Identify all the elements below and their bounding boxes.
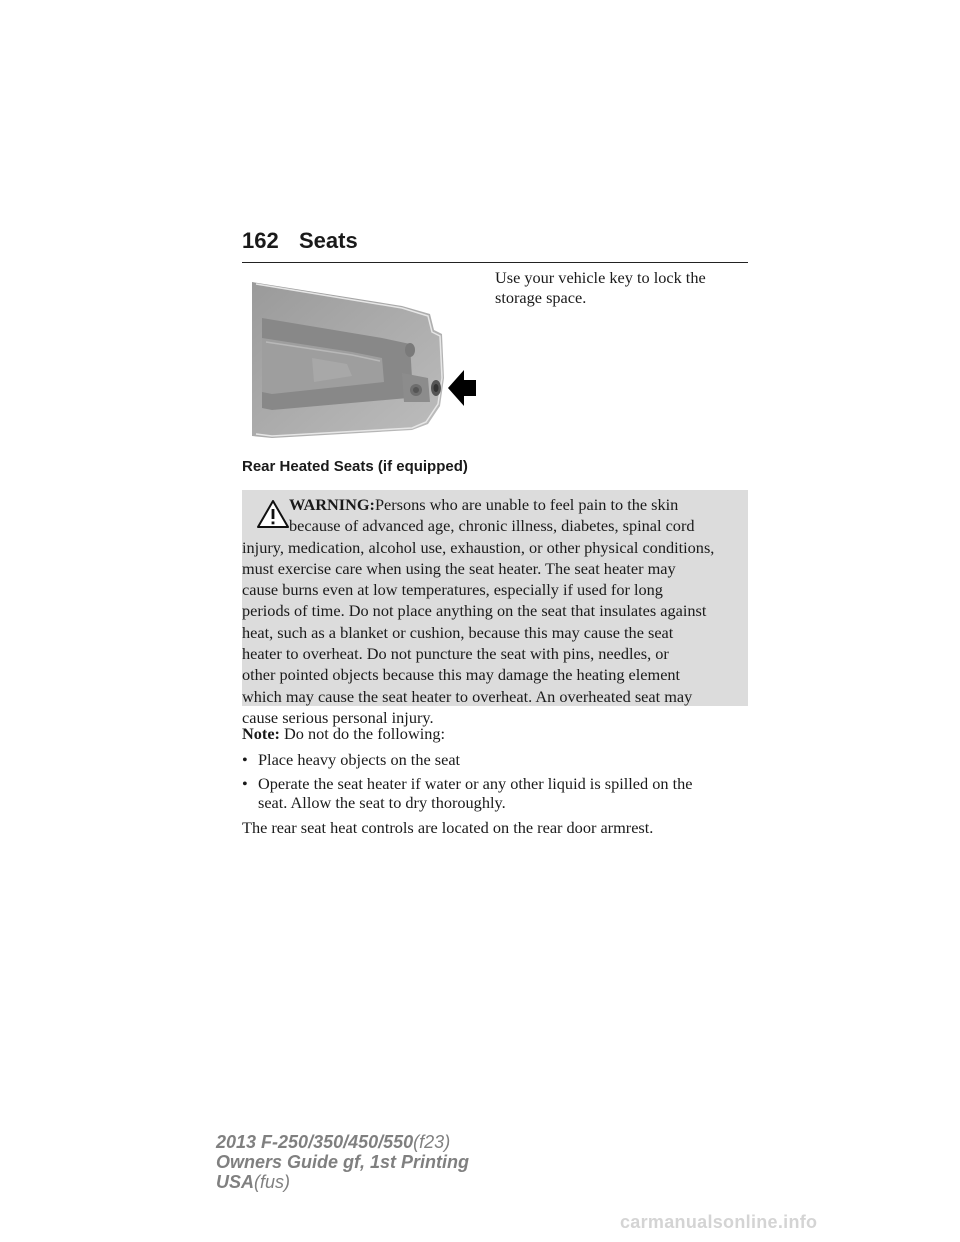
storage-instruction-line: Use your vehicle key to lock the: [495, 268, 706, 287]
watermark: carmanualsonline.info: [620, 1212, 818, 1232]
page-header: [242, 226, 748, 263]
warning-box: [242, 490, 748, 727]
arrow-pointer-icon: [448, 368, 478, 408]
warning-line: because of advanced age, chronic illness, diabetes, spinal cord: [289, 516, 695, 536]
list-item-text-block: [258, 774, 692, 812]
warning-line: cause serious personal injury.: [242, 707, 434, 727]
footer-region: USA: [216, 1172, 255, 1192]
warning-line: periods of time. Do not place anything on the seat that insulates against: [242, 601, 707, 621]
storage-compartment-illustration: [252, 278, 482, 438]
warning-line: cause burns even at low temperatures, especially if used for long: [242, 580, 663, 600]
note-label: Note:: [242, 724, 280, 743]
closing-paragraph: The rear seat heat controls are located on the rear door armrest.: [242, 818, 654, 837]
section-title: Seats: [299, 228, 358, 253]
page-number: 162: [242, 228, 279, 253]
warning-line: other pointed objects because this may damage the heating element: [242, 665, 681, 685]
storage-instruction: [495, 268, 755, 308]
note: [242, 724, 445, 744]
note-text: Do not do the following:: [284, 724, 446, 743]
warning-label: WARNING:: [289, 495, 375, 514]
warning-line: heat, such as a blanket or cushion, because this may cause the seat: [242, 622, 674, 642]
warning-line: must exercise care when using the seat heater. The seat heater may: [242, 558, 676, 578]
section-subheading: Rear Heated Seats (if equipped): [242, 458, 468, 475]
footer-region-code: (fus): [254, 1172, 291, 1192]
warning-line: injury, medication, alcohol use, exhaustion, or other physical conditions,: [242, 537, 715, 557]
list-item-text: seat. Allow the seat to dry thoroughly.: [258, 793, 506, 812]
bullet-dot: •: [242, 774, 248, 793]
warning-line: heater to overheat. Do not puncture the seat with pins, needles, or: [242, 644, 669, 664]
warning-line: Persons who are unable to feel pain to the skin: [374, 495, 679, 514]
footer-edition: Owners Guide gf, 1st Printing: [216, 1152, 470, 1172]
print-footer: [216, 1132, 469, 1192]
warning-line: which may cause the seat heater to overheat. An overheated seat may: [242, 686, 693, 706]
list-item-text: Operate the seat heater if water or any other liquid is spilled on the: [258, 774, 693, 793]
warning-text: [242, 494, 744, 728]
bullet-dot: •: [242, 750, 248, 769]
list-item-text: Place heavy objects on the seat: [258, 750, 461, 769]
footer-code: (f23): [413, 1132, 451, 1152]
footer-model: 2013 F-250/350/450/550: [216, 1132, 414, 1152]
storage-instruction-line: storage space.: [495, 288, 587, 307]
